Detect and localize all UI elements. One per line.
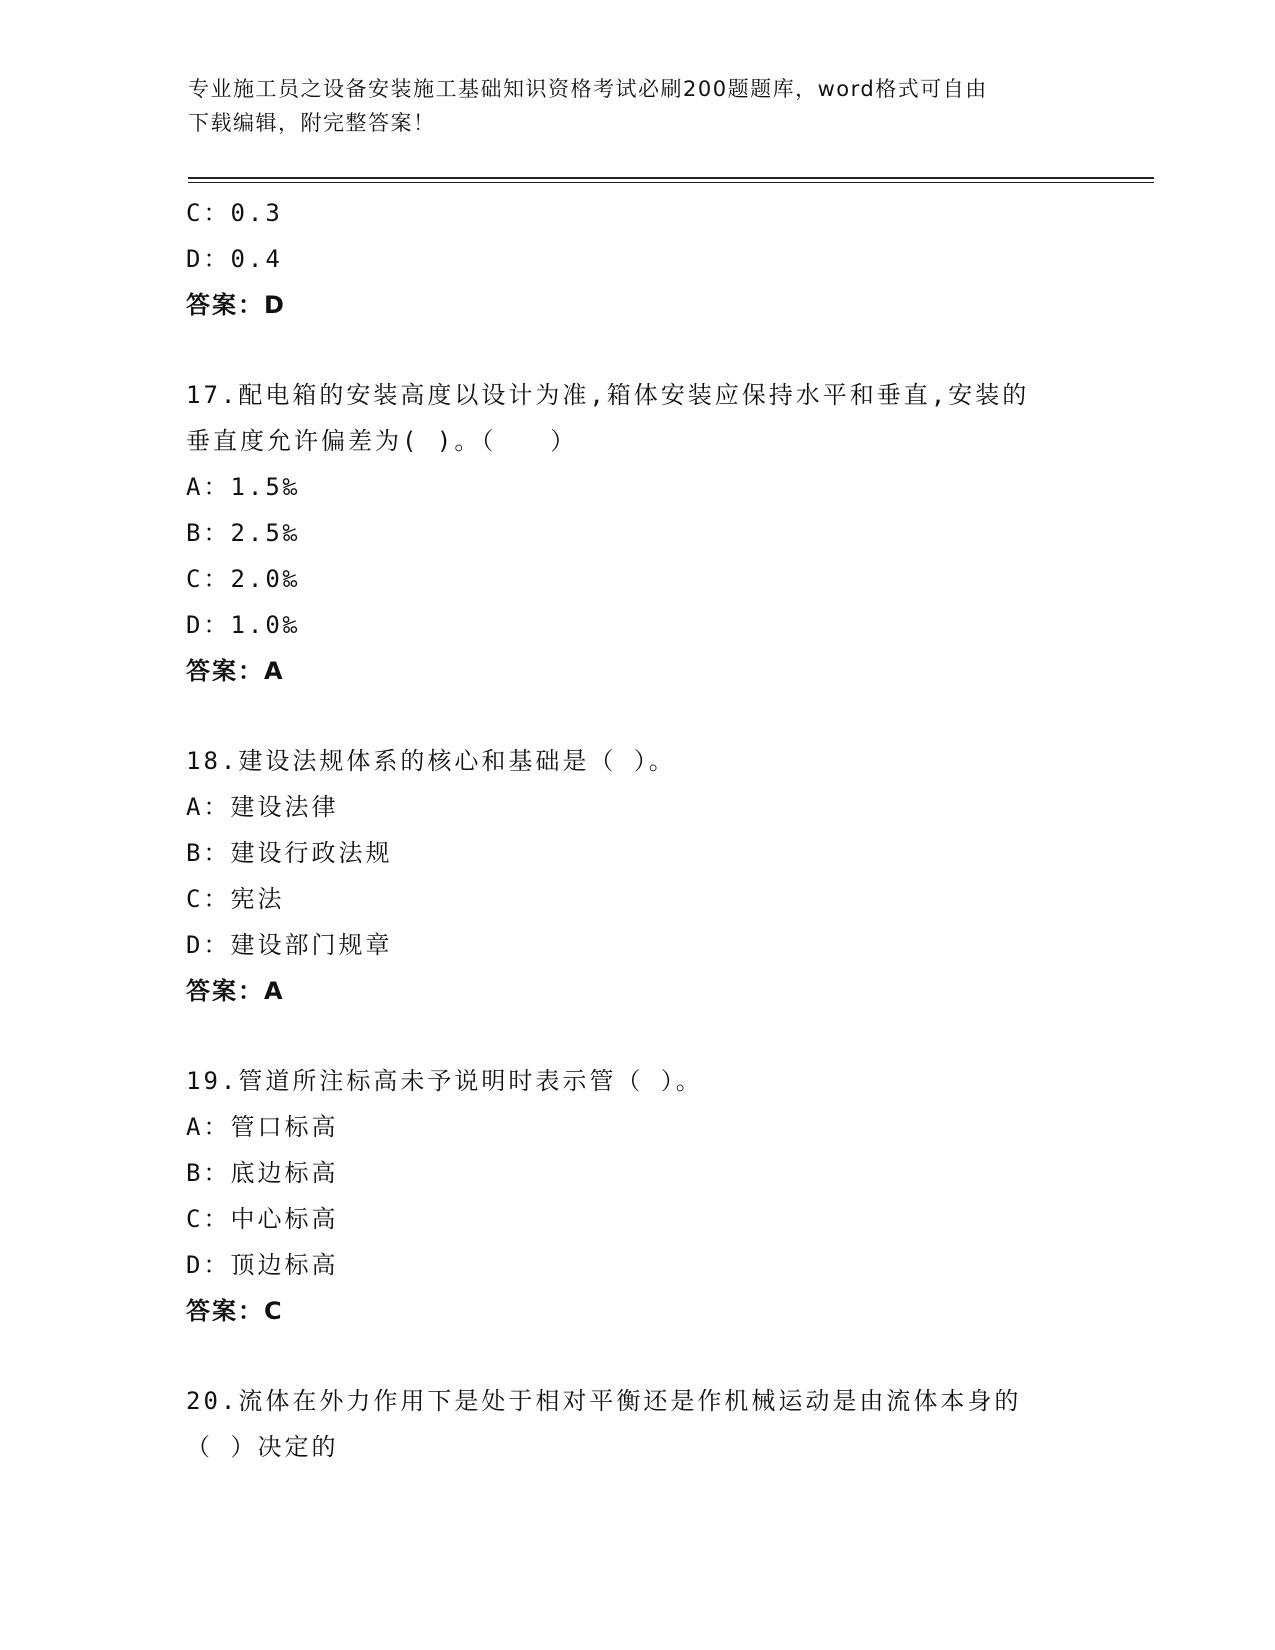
question-16 bbox=[186, 190, 1086, 328]
answer-line: 答案：C bbox=[186, 1297, 284, 1325]
question-list bbox=[186, 190, 1086, 1470]
option-d: D：0.4 bbox=[186, 245, 283, 273]
option-c: C：2.0‰ bbox=[186, 565, 301, 593]
question-18 bbox=[186, 738, 1086, 1014]
question-stem-line-1: 18.建设法规体系的核心和基础是（ ）。 bbox=[186, 747, 676, 775]
option-c: C：中心标高 bbox=[186, 1205, 339, 1233]
spacer bbox=[186, 1014, 1086, 1058]
spacer bbox=[186, 1334, 1086, 1378]
question-stem-line-2: 垂直度允许偏差为( )。（ ） bbox=[186, 427, 578, 455]
answer-line: 答案：A bbox=[186, 977, 285, 1005]
question-19 bbox=[186, 1058, 1086, 1334]
question-stem-line-1: 17.配电箱的安装高度以设计为准,箱体安装应保持水平和垂直,安装的 bbox=[186, 381, 1030, 409]
option-a: A：管口标高 bbox=[186, 1113, 339, 1141]
option-b: B：建设行政法规 bbox=[186, 839, 393, 867]
question-stem-line-2: （ ）决定的 bbox=[186, 1433, 339, 1461]
question-20 bbox=[186, 1378, 1086, 1470]
option-d: D：建设部门规章 bbox=[186, 931, 393, 959]
option-b: B：2.5‰ bbox=[186, 519, 301, 547]
option-a: A：1.5‰ bbox=[186, 473, 301, 501]
option-d: D：1.0‰ bbox=[186, 611, 301, 639]
spacer bbox=[186, 328, 1086, 372]
header-divider-top bbox=[188, 177, 1154, 179]
question-17 bbox=[186, 372, 1086, 694]
option-c: C：宪法 bbox=[186, 885, 285, 913]
spacer bbox=[186, 694, 1086, 738]
header-divider-bottom bbox=[188, 182, 1154, 183]
document-header bbox=[188, 72, 1068, 140]
option-a: A：建设法律 bbox=[186, 793, 339, 821]
question-stem-line-1: 19.管道所注标高未予说明时表示管（ ）。 bbox=[186, 1067, 703, 1095]
option-b: B：底边标高 bbox=[186, 1159, 339, 1187]
question-stem-line-1: 20.流体在外力作用下是处于相对平衡还是作机械运动是由流体本身的 bbox=[186, 1387, 1022, 1415]
option-c: C：0.3 bbox=[186, 199, 283, 227]
answer-line: 答案：D bbox=[186, 291, 286, 319]
option-d: D：顶边标高 bbox=[186, 1251, 339, 1279]
header-title-line-2: 下载编辑，附完整答案！ bbox=[188, 111, 436, 135]
answer-line: 答案：A bbox=[186, 657, 285, 685]
header-title-line-1: 专业施工员之设备安装施工基础知识资格考试必刷200题题库，word格式可自由 bbox=[188, 77, 988, 101]
